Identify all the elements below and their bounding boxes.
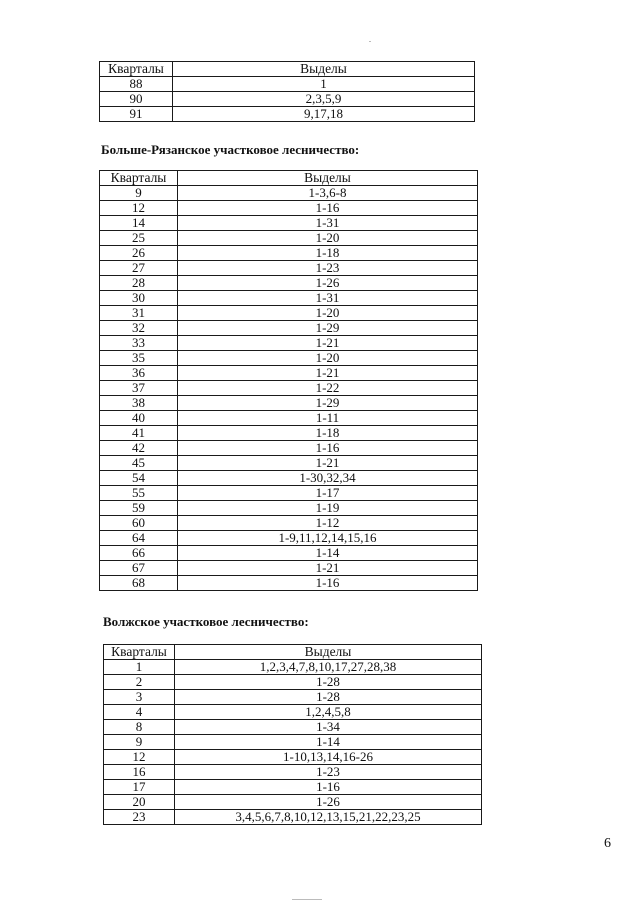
quarter-cell: 54 xyxy=(100,471,178,486)
sections-cell: 1-29 xyxy=(178,321,478,336)
table-row xyxy=(100,186,478,201)
quarter-cell: 88 xyxy=(100,77,173,92)
section-heading-volzhskoe: Волжское участковое лесничество: xyxy=(103,614,309,629)
quarter-cell: 8 xyxy=(104,720,175,735)
sections-cell: 1-21 xyxy=(178,561,478,576)
quarter-cell: 91 xyxy=(100,107,173,122)
quarter-cell: 25 xyxy=(100,231,178,246)
quarter-cell: 45 xyxy=(100,456,178,471)
quarter-cell: 2 xyxy=(104,675,175,690)
sections-cell: 1-17 xyxy=(178,486,478,501)
table-row xyxy=(100,486,478,501)
quarter-cell: 20 xyxy=(104,795,175,810)
table-row xyxy=(100,396,478,411)
quarter-cell: 40 xyxy=(100,411,178,426)
quarter-cell: 1 xyxy=(104,660,175,675)
table-row xyxy=(100,381,478,396)
sections-cell: 1-10,13,14,16-26 xyxy=(175,750,482,765)
header-quarters: Кварталы xyxy=(104,645,175,660)
table-row xyxy=(100,261,478,276)
sections-cell: 1-29 xyxy=(178,396,478,411)
table-row xyxy=(100,531,478,546)
table-row xyxy=(100,216,478,231)
table-row xyxy=(100,291,478,306)
quarter-cell: 26 xyxy=(100,246,178,261)
sections-cell: 1-28 xyxy=(175,690,482,705)
sections-cell: 1-16 xyxy=(178,576,478,591)
sections-cell: 1-16 xyxy=(178,201,478,216)
table-row xyxy=(104,735,482,750)
table-row xyxy=(100,576,478,591)
table-row xyxy=(100,231,478,246)
table-row xyxy=(100,426,478,441)
table-row xyxy=(100,246,478,261)
sections-cell: 1-16 xyxy=(178,441,478,456)
quarter-cell: 68 xyxy=(100,576,178,591)
quarter-cell: 23 xyxy=(104,810,175,825)
quarter-cell: 4 xyxy=(104,705,175,720)
table-row xyxy=(104,750,482,765)
sections-cell: 1-21 xyxy=(178,456,478,471)
sections-cell: 1-20 xyxy=(178,231,478,246)
table-row xyxy=(100,92,475,107)
quarter-cell: 28 xyxy=(100,276,178,291)
quarter-cell: 64 xyxy=(100,531,178,546)
sections-cell: 1,2,3,4,7,8,10,17,27,28,38 xyxy=(175,660,482,675)
sections-cell: 2,3,5,9 xyxy=(173,92,475,107)
sections-cell: 1-31 xyxy=(178,291,478,306)
sections-cell: 1-23 xyxy=(175,765,482,780)
sections-cell: 1-18 xyxy=(178,426,478,441)
sections-cell: 1-23 xyxy=(178,261,478,276)
sections-cell: 1-21 xyxy=(178,336,478,351)
table-row xyxy=(104,705,482,720)
table-row xyxy=(100,501,478,516)
sections-cell: 1-14 xyxy=(178,546,478,561)
scan-speck xyxy=(369,41,371,42)
sections-cell: 1-11 xyxy=(178,411,478,426)
table-row xyxy=(100,201,478,216)
quarter-cell: 90 xyxy=(100,92,173,107)
quarter-cell: 55 xyxy=(100,486,178,501)
table-row xyxy=(100,456,478,471)
quarter-cell: 16 xyxy=(104,765,175,780)
sections-cell: 9,17,18 xyxy=(173,107,475,122)
table-row xyxy=(100,107,475,122)
quarter-cell: 41 xyxy=(100,426,178,441)
table-row xyxy=(104,675,482,690)
quarter-cell: 66 xyxy=(100,546,178,561)
quarter-cell: 33 xyxy=(100,336,178,351)
table-header-row xyxy=(100,62,475,77)
quarter-cell: 3 xyxy=(104,690,175,705)
quarter-cell: 30 xyxy=(100,291,178,306)
table-row xyxy=(104,765,482,780)
sections-cell: 1-20 xyxy=(178,306,478,321)
table-row xyxy=(100,516,478,531)
sections-cell: 1-20 xyxy=(178,351,478,366)
quarter-cell: 27 xyxy=(100,261,178,276)
sections-cell: 1-26 xyxy=(178,276,478,291)
section-heading-bolshe-ryazanskoe: Больше-Рязанское участковое лесничество: xyxy=(101,142,360,157)
table-row xyxy=(100,77,475,92)
sections-cell: 1-21 xyxy=(178,366,478,381)
sections-cell: 1-19 xyxy=(178,501,478,516)
table-row xyxy=(100,321,478,336)
quarter-cell: 31 xyxy=(100,306,178,321)
table-row xyxy=(104,660,482,675)
quarter-cell: 37 xyxy=(100,381,178,396)
table-row xyxy=(104,810,482,825)
table-row xyxy=(104,690,482,705)
sections-cell: 1 xyxy=(173,77,475,92)
table-row xyxy=(104,780,482,795)
quarter-cell: 59 xyxy=(100,501,178,516)
sections-cell: 1-12 xyxy=(178,516,478,531)
quarter-cell: 12 xyxy=(104,750,175,765)
page-number: 6 xyxy=(604,836,611,851)
sections-cell: 1-28 xyxy=(175,675,482,690)
quarter-cell: 14 xyxy=(100,216,178,231)
table-header-row xyxy=(100,171,478,186)
sections-cell: 1-26 xyxy=(175,795,482,810)
sections-cell: 1-3,6-8 xyxy=(178,186,478,201)
table-row xyxy=(100,561,478,576)
quarter-cell: 12 xyxy=(100,201,178,216)
scan-speck xyxy=(292,899,322,900)
quarter-cell: 17 xyxy=(104,780,175,795)
table-row xyxy=(100,471,478,486)
quarter-cell: 9 xyxy=(104,735,175,750)
header-sections: Выделы xyxy=(178,171,478,186)
quarter-cell: 38 xyxy=(100,396,178,411)
table-quarters-1 xyxy=(99,61,475,122)
table-row xyxy=(100,546,478,561)
table-quarters-3 xyxy=(103,644,482,825)
table-row xyxy=(100,366,478,381)
header-sections: Выделы xyxy=(173,62,475,77)
table-row xyxy=(100,441,478,456)
table-quarters-2 xyxy=(99,170,478,591)
quarter-cell: 36 xyxy=(100,366,178,381)
header-quarters: Кварталы xyxy=(100,171,178,186)
sections-cell: 1-30,32,34 xyxy=(178,471,478,486)
sections-cell: 1-22 xyxy=(178,381,478,396)
header-sections: Выделы xyxy=(175,645,482,660)
quarter-cell: 32 xyxy=(100,321,178,336)
sections-cell: 1-18 xyxy=(178,246,478,261)
sections-cell: 1-31 xyxy=(178,216,478,231)
header-quarters: Кварталы xyxy=(100,62,173,77)
table-row xyxy=(100,306,478,321)
table-header-row xyxy=(104,645,482,660)
quarter-cell: 35 xyxy=(100,351,178,366)
sections-cell: 3,4,5,6,7,8,10,12,13,15,21,22,23,25 xyxy=(175,810,482,825)
quarter-cell: 9 xyxy=(100,186,178,201)
sections-cell: 1-9,11,12,14,15,16 xyxy=(178,531,478,546)
sections-cell: 1-34 xyxy=(175,720,482,735)
quarter-cell: 60 xyxy=(100,516,178,531)
table-row xyxy=(100,411,478,426)
table-row xyxy=(100,276,478,291)
quarter-cell: 42 xyxy=(100,441,178,456)
table-row xyxy=(100,351,478,366)
table-row xyxy=(100,336,478,351)
quarter-cell: 67 xyxy=(100,561,178,576)
sections-cell: 1-14 xyxy=(175,735,482,750)
table-row xyxy=(104,795,482,810)
sections-cell: 1,2,4,5,8 xyxy=(175,705,482,720)
table-row xyxy=(104,720,482,735)
sections-cell: 1-16 xyxy=(175,780,482,795)
